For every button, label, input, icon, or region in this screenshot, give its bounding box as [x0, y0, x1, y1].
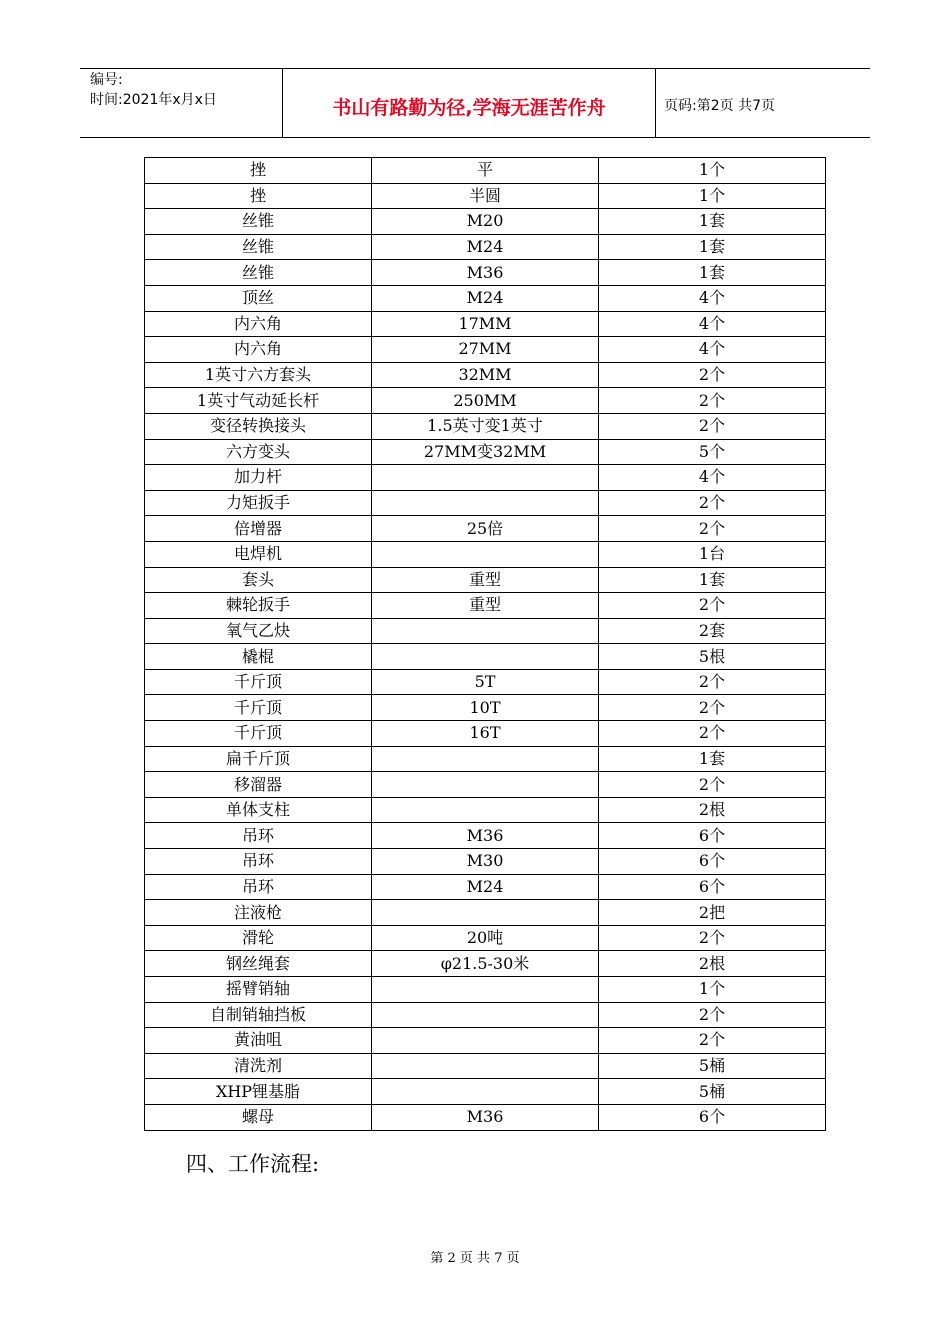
tool-spec-cell: M24	[372, 285, 599, 311]
page-footer: 第 2 页 共 7 页	[430, 1251, 520, 1266]
table-row	[145, 618, 826, 644]
tool-name-cell: 螺母	[145, 1104, 372, 1130]
tool-quantity-cell: 5桶	[599, 1053, 826, 1079]
tool-quantity-cell: 2个	[599, 516, 826, 542]
tool-quantity-cell: 2个	[599, 669, 826, 695]
tool-spec-cell: M20	[372, 209, 599, 235]
tool-name-cell: 丝锥	[145, 260, 372, 286]
tool-spec-cell	[372, 618, 599, 644]
table-row	[145, 977, 826, 1003]
header-page-cell	[656, 69, 870, 137]
table-row	[145, 644, 826, 670]
tool-name-cell: 内六角	[145, 337, 372, 363]
tool-quantity-cell: 2个	[599, 1028, 826, 1054]
table-row	[145, 797, 826, 823]
tool-name-cell: 倍增器	[145, 516, 372, 542]
tool-spec-cell: 半圆	[372, 183, 599, 209]
tool-quantity-cell: 2个	[599, 413, 826, 439]
tool-spec-cell	[372, 644, 599, 670]
tool-name-cell: 吊环	[145, 874, 372, 900]
table-row	[145, 158, 826, 184]
table-row	[145, 465, 826, 491]
tool-quantity-cell: 1套	[599, 209, 826, 235]
tool-name-cell: 清洗剂	[145, 1053, 372, 1079]
motto-text: 书山有路勤为径,学海无涯苦作舟	[332, 97, 606, 119]
tool-spec-cell	[372, 772, 599, 798]
tool-quantity-cell: 4个	[599, 311, 826, 337]
tool-name-cell: 滑轮	[145, 925, 372, 951]
table-row	[145, 388, 826, 414]
tool-spec-cell	[372, 797, 599, 823]
table-row	[145, 721, 826, 747]
tool-quantity-cell: 2个	[599, 490, 826, 516]
tool-spec-cell: 27MM	[372, 337, 599, 363]
tool-name-cell: 电焊机	[145, 541, 372, 567]
tool-name-cell: 氧气乙炔	[145, 618, 372, 644]
time-label: 时间:2021年x月x日	[90, 92, 217, 108]
table-row	[145, 772, 826, 798]
table-row	[145, 516, 826, 542]
table-row	[145, 849, 826, 875]
tool-quantity-cell: 2个	[599, 721, 826, 747]
table-row	[145, 337, 826, 363]
tool-quantity-cell: 5桶	[599, 1079, 826, 1105]
tool-name-cell: 丝锥	[145, 234, 372, 260]
table-row	[145, 823, 826, 849]
tool-spec-cell	[372, 1028, 599, 1054]
table-row	[145, 490, 826, 516]
tool-quantity-cell: 6个	[599, 1104, 826, 1130]
table-row	[145, 567, 826, 593]
tool-name-cell: 1英寸六方套头	[145, 362, 372, 388]
tool-quantity-cell: 5根	[599, 644, 826, 670]
tools-table-body	[145, 158, 826, 1131]
tool-name-cell: 千斤顶	[145, 721, 372, 747]
tool-quantity-cell: 1套	[599, 567, 826, 593]
table-row	[145, 874, 826, 900]
table-row	[145, 669, 826, 695]
tool-spec-cell: M24	[372, 874, 599, 900]
tool-quantity-cell: 1个	[599, 183, 826, 209]
table-row	[145, 695, 826, 721]
tool-spec-cell: 250MM	[372, 388, 599, 414]
table-row	[145, 1053, 826, 1079]
tool-quantity-cell: 6个	[599, 874, 826, 900]
tool-quantity-cell: 2个	[599, 593, 826, 619]
table-row	[145, 413, 826, 439]
table-row	[145, 439, 826, 465]
table-row	[145, 209, 826, 235]
tool-spec-cell	[372, 977, 599, 1003]
number-label: 编号:	[90, 72, 123, 88]
tool-quantity-cell: 2个	[599, 695, 826, 721]
page-header	[80, 68, 870, 138]
table-row	[145, 260, 826, 286]
tool-spec-cell: 17MM	[372, 311, 599, 337]
tool-spec-cell: 重型	[372, 593, 599, 619]
header-motto-cell	[282, 69, 656, 137]
tool-quantity-cell: 4个	[599, 285, 826, 311]
tool-spec-cell: M24	[372, 234, 599, 260]
tool-spec-cell	[372, 541, 599, 567]
tool-spec-cell: 1.5英寸变1英寸	[372, 413, 599, 439]
tool-spec-cell: 平	[372, 158, 599, 184]
tool-spec-cell: 重型	[372, 567, 599, 593]
tool-spec-cell: M36	[372, 823, 599, 849]
tool-spec-cell: 32MM	[372, 362, 599, 388]
tool-spec-cell: φ21.5-30米	[372, 951, 599, 977]
header-meta-cell	[80, 69, 282, 137]
tool-name-cell: 单体支柱	[145, 797, 372, 823]
tool-name-cell: 黄油咀	[145, 1028, 372, 1054]
tool-quantity-cell: 2套	[599, 618, 826, 644]
tool-spec-cell: 27MM变32MM	[372, 439, 599, 465]
tool-name-cell: 内六角	[145, 311, 372, 337]
tool-name-cell: 扁千斤顶	[145, 746, 372, 772]
tool-name-cell: 吊环	[145, 823, 372, 849]
tool-spec-cell: 16T	[372, 721, 599, 747]
table-row	[145, 925, 826, 951]
tool-name-cell: 钢丝绳套	[145, 951, 372, 977]
tool-name-cell: 挫	[145, 183, 372, 209]
table-row	[145, 593, 826, 619]
tool-quantity-cell: 1套	[599, 260, 826, 286]
tools-table	[144, 157, 826, 1131]
tool-spec-cell: 5T	[372, 669, 599, 695]
tool-spec-cell: 25倍	[372, 516, 599, 542]
tool-name-cell: 吊环	[145, 849, 372, 875]
tool-name-cell: XHP锂基脂	[145, 1079, 372, 1105]
tool-name-cell: 注液枪	[145, 900, 372, 926]
table-row	[145, 285, 826, 311]
tool-spec-cell: M30	[372, 849, 599, 875]
tool-name-cell: 橇棍	[145, 644, 372, 670]
tool-name-cell: 千斤顶	[145, 695, 372, 721]
tool-name-cell: 千斤顶	[145, 669, 372, 695]
page-number-label: 页码:第2页 共7页	[664, 98, 775, 114]
tool-name-cell: 1英寸气动延长杆	[145, 388, 372, 414]
tool-quantity-cell: 1个	[599, 977, 826, 1003]
tool-quantity-cell: 6个	[599, 823, 826, 849]
tool-name-cell: 套头	[145, 567, 372, 593]
tool-name-cell: 棘轮扳手	[145, 593, 372, 619]
tool-spec-cell	[372, 1002, 599, 1028]
tool-name-cell: 挫	[145, 158, 372, 184]
tool-name-cell: 加力杆	[145, 465, 372, 491]
table-row	[145, 746, 826, 772]
tool-quantity-cell: 2根	[599, 797, 826, 823]
tool-spec-cell: M36	[372, 260, 599, 286]
tool-quantity-cell: 2根	[599, 951, 826, 977]
table-row	[145, 900, 826, 926]
tool-quantity-cell: 2个	[599, 388, 826, 414]
tool-spec-cell	[372, 900, 599, 926]
table-row	[145, 362, 826, 388]
tool-quantity-cell: 2个	[599, 925, 826, 951]
tool-quantity-cell: 1套	[599, 746, 826, 772]
table-row	[145, 1002, 826, 1028]
tool-spec-cell	[372, 490, 599, 516]
table-row	[145, 951, 826, 977]
tool-quantity-cell: 6个	[599, 849, 826, 875]
tool-name-cell: 摇臂销轴	[145, 977, 372, 1003]
tool-quantity-cell: 2个	[599, 362, 826, 388]
tool-quantity-cell: 4个	[599, 465, 826, 491]
table-row	[145, 1028, 826, 1054]
tool-name-cell: 力矩扳手	[145, 490, 372, 516]
tool-quantity-cell: 4个	[599, 337, 826, 363]
tool-quantity-cell: 1套	[599, 234, 826, 260]
tool-name-cell: 移溜器	[145, 772, 372, 798]
tool-name-cell: 丝锥	[145, 209, 372, 235]
tool-quantity-cell: 5个	[599, 439, 826, 465]
table-row	[145, 1104, 826, 1130]
table-row	[145, 183, 826, 209]
tool-spec-cell	[372, 1053, 599, 1079]
tool-quantity-cell: 1个	[599, 158, 826, 184]
table-row	[145, 1079, 826, 1105]
table-row	[145, 234, 826, 260]
tool-quantity-cell: 2个	[599, 772, 826, 798]
tool-spec-cell	[372, 746, 599, 772]
tool-name-cell: 变径转换接头	[145, 413, 372, 439]
tool-spec-cell: 10T	[372, 695, 599, 721]
tool-spec-cell: M36	[372, 1104, 599, 1130]
section-title: 四、工作流程:	[186, 1152, 320, 1176]
tool-name-cell: 顶丝	[145, 285, 372, 311]
tool-name-cell: 自制销轴挡板	[145, 1002, 372, 1028]
tool-spec-cell: 20吨	[372, 925, 599, 951]
tool-name-cell: 六方变头	[145, 439, 372, 465]
tool-quantity-cell: 1台	[599, 541, 826, 567]
tool-spec-cell	[372, 465, 599, 491]
table-row	[145, 541, 826, 567]
tool-quantity-cell: 2个	[599, 1002, 826, 1028]
tool-spec-cell	[372, 1079, 599, 1105]
table-row	[145, 311, 826, 337]
tool-quantity-cell: 2把	[599, 900, 826, 926]
